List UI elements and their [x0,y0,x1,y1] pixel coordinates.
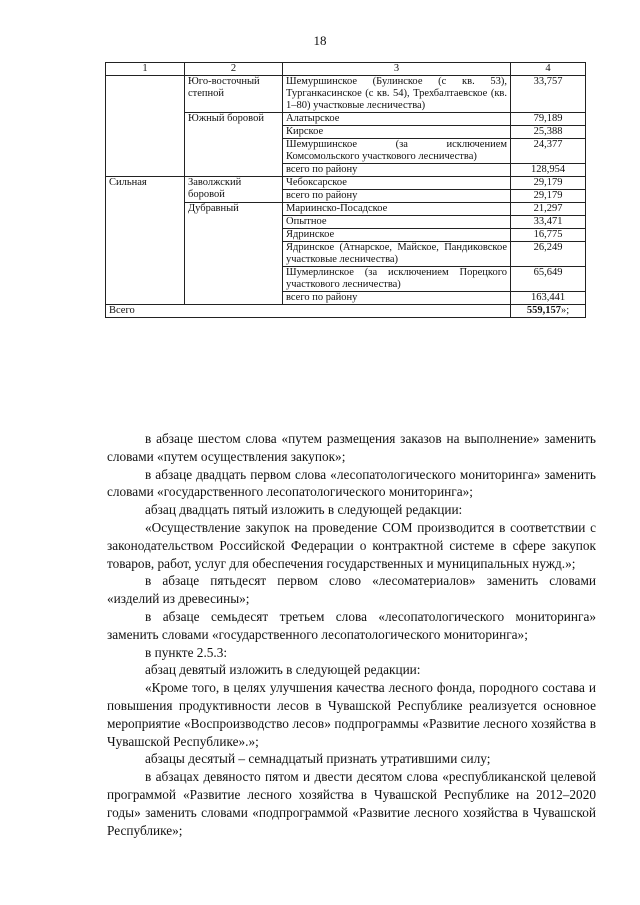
header-cell: 3 [283,63,511,76]
paragraph: абзац двадцать пятый изложить в следующей редакции: [145,502,463,518]
region-cell: Заволжский боровой [185,177,283,203]
forestry-cell: всего по району [283,164,511,177]
region-cell: Дубравный [185,203,283,305]
table-header-row [106,63,586,76]
forestry-cell: Алатырское [283,113,511,126]
paragraph: в пункте 2.5.3: [145,644,228,660]
paragraph: абзац девятый изложить в следующей редакции: [145,662,421,678]
table-total-row [106,305,586,318]
paragraph: в абзаце шестом слова «путем размещения заказов на выполнение» заменить словами «путем осуществления закупок»; [107,431,596,464]
value-cell: 79,189 [511,113,586,126]
zone-cell: Сильная [106,177,185,305]
region-cell: Юго-восточный степной [185,76,283,113]
value-cell: 33,757 [511,76,586,113]
header-cell: 1 [106,63,185,76]
value-cell: 25,388 [511,126,586,139]
paragraph: «Осуществление закупок на проведение СОМ производится в соответствии с законодательством Российской Федерации о контрактной системе в сфере закупок товаров, работ, услуг для обеспечения государственных и муниципальных нужд.»; [107,519,596,571]
value-cell: 16,775 [511,229,586,242]
forestry-cell: Шемуршинское (Булинское (с кв. 53), Турганкасинское (с кв. 54), Трехбалтаевское (кв. 1–80) участковые лесничества) [283,76,511,113]
forestry-cell: Шумерлинское (за исключением Порецкого участкового лесничества) [283,267,511,292]
table-row [106,177,586,190]
total-suffix: »; [560,305,570,316]
page-number: 18 [313,33,327,48]
header-cell: 4 [511,63,586,76]
value-cell: 29,179 [511,177,586,190]
paragraph: в абзаце семьдесят третьем слова «лесопатологического мониторинга» заменить словами «государственного лесопатологического мониторинга»; [107,608,596,642]
value-cell: 29,179 [511,190,586,203]
forestry-cell: всего по району [283,292,511,305]
amendment-text [107,430,596,839]
value-cell: 163,441 [511,292,586,305]
paragraph: в абзацах девяносто пятом и двести десятом слова «республиканской целевой программой «Развитие лесного хозяйства в Чувашской Республике на 2012–2020 годы» заменить словами «подпрограммой «Развитие лесного хозяйства в Чувашской Республике»; [107,769,596,838]
paragraph: абзацы десятый – семнадцатый признать утратившими силу; [145,751,491,767]
paragraph: «Кроме того, в целях улучшения качества лесного фонда, породного состава и повышения продуктивности лесов в Чувашской Республике реализуется основное мероприятие «Воспроизводство лесов» подпрограммы «Развитие лесного хозяйства в Чувашской Республике».»; [107,680,596,749]
value-cell: 128,954 [511,164,586,177]
forestry-cell: всего по району [283,190,511,203]
forestry-cell: Шемуршинское (за исключением Комсомольского участкового лесничества) [283,139,511,164]
paragraph: в абзаце пятьдесят первом слово «лесоматериалов» заменить словами «изделий из древесины»; [107,573,596,607]
forestry-cell: Опытное [283,216,511,229]
forestry-cell: Мариинско-Посадское [283,203,511,216]
total-label: Всего [106,305,511,318]
value-cell: 33,471 [511,216,586,229]
total-value-cell [511,305,586,318]
paragraph: в абзаце двадцать первом слова «лесопатологического мониторинга» заменить словами «государственного лесопатологического мониторинга»; [107,466,596,500]
total-value: 559,157 [526,305,561,316]
zone-cell [106,76,185,177]
region-cell: Южный боровой [185,113,283,177]
value-cell: 26,249 [511,242,586,267]
forestry-cell: Ядринское (Атнарское, Майское, Пандиковское участковые лесничества) [283,242,511,267]
value-cell: 21,297 [511,203,586,216]
forestry-cell: Чебоксарское [283,177,511,190]
forest-data-table [105,62,586,318]
table-row [106,76,586,113]
value-cell: 65,649 [511,267,586,292]
forestry-cell: Кирское [283,126,511,139]
forestry-cell: Ядринское [283,229,511,242]
value-cell: 24,377 [511,139,586,164]
header-cell: 2 [185,63,283,76]
